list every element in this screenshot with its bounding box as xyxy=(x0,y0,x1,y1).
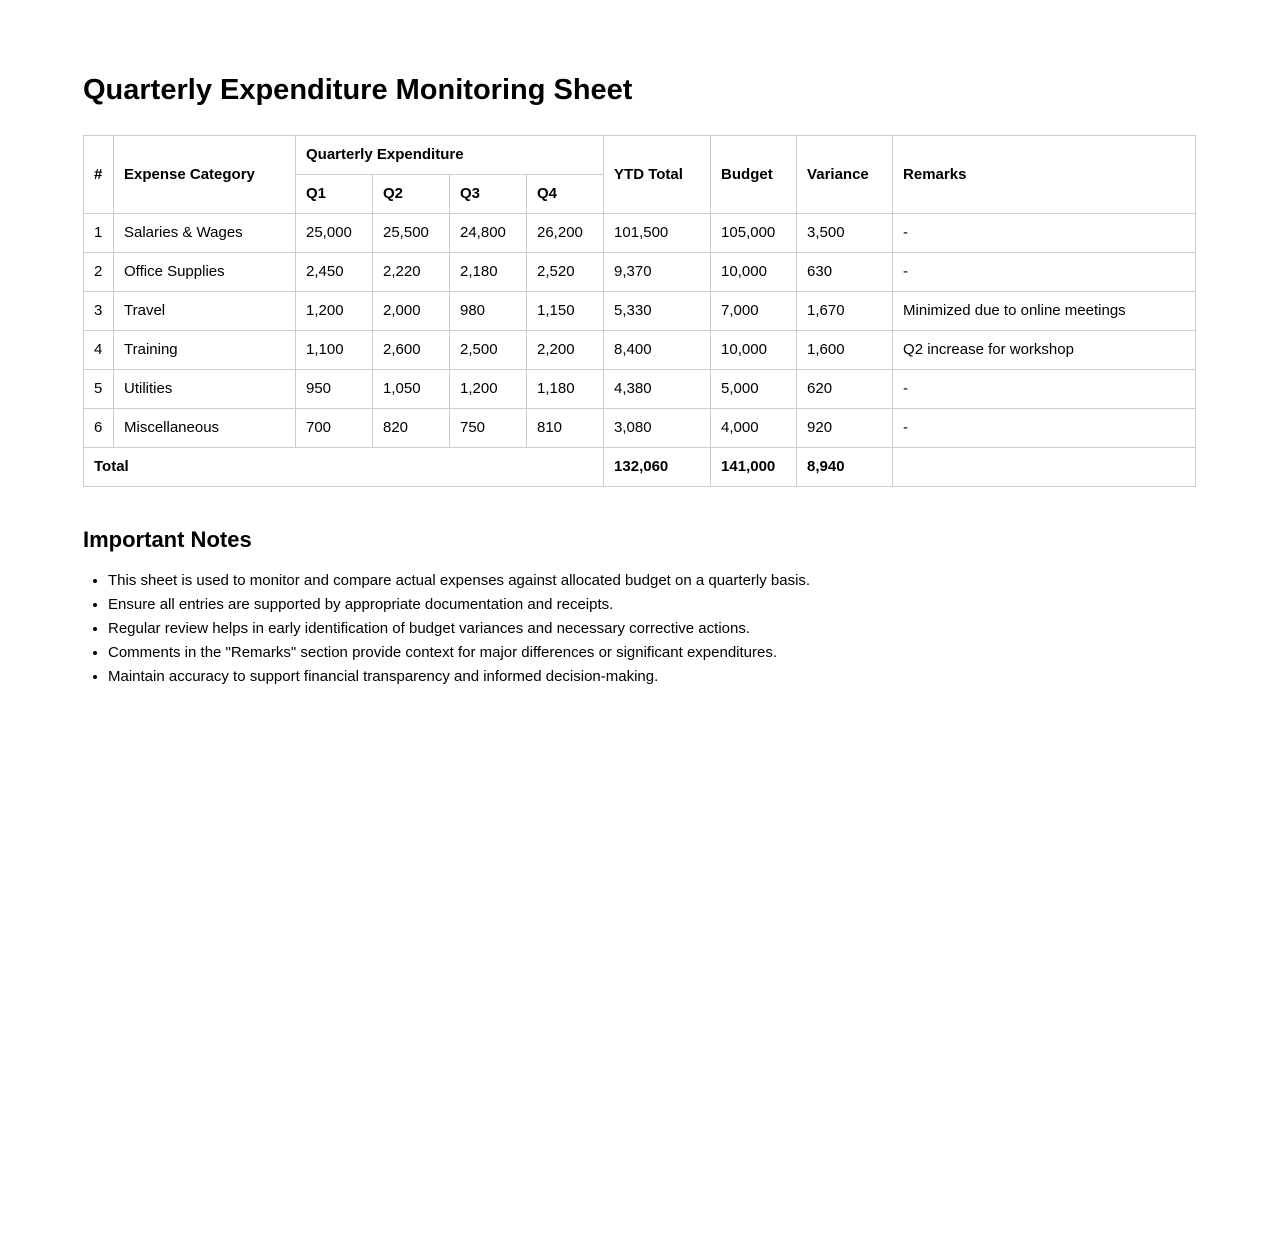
cell-q2: 2,600 xyxy=(373,331,450,370)
cell-budget: 10,000 xyxy=(711,331,797,370)
table-row xyxy=(84,253,1196,292)
total-variance-value: 8,940 xyxy=(797,448,893,487)
table-header xyxy=(84,136,1196,214)
cell-category: Training xyxy=(114,331,296,370)
note-item: • Maintain accuracy to support financial transparency and informed decision-making. xyxy=(108,665,1195,689)
table-header-row-1 xyxy=(84,136,1196,175)
document-page xyxy=(83,0,1195,769)
total-label: Total xyxy=(84,448,604,487)
cell-ytd: 8,400 xyxy=(604,331,711,370)
header-remarks: Remarks xyxy=(893,136,1196,214)
cell-num: 4 xyxy=(84,331,114,370)
header-num: # xyxy=(84,136,114,214)
page-title: Quarterly Expenditure Monitoring Sheet xyxy=(83,74,633,106)
note-item: • This sheet is used to monitor and compare actual expenses against allocated budget on a quarterly basis. xyxy=(108,569,1195,593)
cell-budget: 105,000 xyxy=(711,214,797,253)
cell-q1: 1,100 xyxy=(296,331,373,370)
header-ytd-total: YTD Total xyxy=(604,136,711,214)
cell-category: Salaries & Wages xyxy=(114,214,296,253)
header-quarterly-expenditure-group: Quarterly Expenditure xyxy=(296,136,604,175)
expenditure-table xyxy=(83,135,1196,487)
table-row xyxy=(84,409,1196,448)
cell-budget: 7,000 xyxy=(711,292,797,331)
cell-q4: 26,200 xyxy=(527,214,604,253)
cell-category: Utilities xyxy=(114,370,296,409)
header-q4: Q4 xyxy=(527,175,604,214)
header-expense-category: Expense Category xyxy=(114,136,296,214)
cell-ytd: 9,370 xyxy=(604,253,711,292)
cell-q3: 980 xyxy=(450,292,527,331)
cell-q2: 1,050 xyxy=(373,370,450,409)
cell-q2: 2,220 xyxy=(373,253,450,292)
table-footer xyxy=(84,448,1196,487)
cell-q2: 2,000 xyxy=(373,292,450,331)
table-row xyxy=(84,370,1196,409)
cell-budget: 10,000 xyxy=(711,253,797,292)
cell-q1: 1,200 xyxy=(296,292,373,331)
cell-budget: 4,000 xyxy=(711,409,797,448)
table-row xyxy=(84,331,1196,370)
cell-num: 5 xyxy=(84,370,114,409)
cell-q1: 25,000 xyxy=(296,214,373,253)
cell-ytd: 101,500 xyxy=(604,214,711,253)
cell-remarks: - xyxy=(893,214,1196,253)
cell-num: 1 xyxy=(84,214,114,253)
header-q3: Q3 xyxy=(450,175,527,214)
cell-variance: 620 xyxy=(797,370,893,409)
cell-variance: 1,600 xyxy=(797,331,893,370)
cell-q1: 950 xyxy=(296,370,373,409)
table-row xyxy=(84,292,1196,331)
note-item: • Regular review helps in early identification of budget variances and necessary corrective actions. xyxy=(108,617,1195,641)
header-variance: Variance xyxy=(797,136,893,214)
cell-remarks: - xyxy=(893,409,1196,448)
cell-num: 3 xyxy=(84,292,114,331)
cell-q4: 2,200 xyxy=(527,331,604,370)
notes-heading: Important Notes xyxy=(83,527,252,553)
cell-variance: 920 xyxy=(797,409,893,448)
note-item: • Comments in the "Remarks" section provide context for major differences or significant expenditures. xyxy=(108,641,1195,665)
note-item: • Ensure all entries are supported by appropriate documentation and receipts. xyxy=(108,593,1195,617)
cell-q4: 2,520 xyxy=(527,253,604,292)
header-budget: Budget xyxy=(711,136,797,214)
cell-q3: 2,500 xyxy=(450,331,527,370)
cell-num: 2 xyxy=(84,253,114,292)
cell-ytd: 3,080 xyxy=(604,409,711,448)
cell-remarks: Minimized due to online meetings xyxy=(893,292,1196,331)
table-row xyxy=(84,214,1196,253)
cell-num: 6 xyxy=(84,409,114,448)
cell-remarks: - xyxy=(893,370,1196,409)
notes-list xyxy=(83,569,1195,689)
cell-category: Travel xyxy=(114,292,296,331)
cell-q4: 810 xyxy=(527,409,604,448)
total-ytd-value: 132,060 xyxy=(604,448,711,487)
cell-remarks: Q2 increase for workshop xyxy=(893,331,1196,370)
total-row xyxy=(84,448,1196,487)
header-q1: Q1 xyxy=(296,175,373,214)
total-remarks-cell xyxy=(893,448,1196,487)
cell-remarks: - xyxy=(893,253,1196,292)
cell-variance: 630 xyxy=(797,253,893,292)
cell-q3: 1,200 xyxy=(450,370,527,409)
cell-category: Miscellaneous xyxy=(114,409,296,448)
cell-q2: 820 xyxy=(373,409,450,448)
cell-q1: 2,450 xyxy=(296,253,373,292)
cell-ytd: 5,330 xyxy=(604,292,711,331)
header-q2: Q2 xyxy=(373,175,450,214)
cell-category: Office Supplies xyxy=(114,253,296,292)
cell-q1: 700 xyxy=(296,409,373,448)
table-body xyxy=(84,214,1196,448)
total-budget-value: 141,000 xyxy=(711,448,797,487)
cell-ytd: 4,380 xyxy=(604,370,711,409)
cell-q3: 2,180 xyxy=(450,253,527,292)
cell-q3: 750 xyxy=(450,409,527,448)
cell-q2: 25,500 xyxy=(373,214,450,253)
cell-q4: 1,180 xyxy=(527,370,604,409)
cell-budget: 5,000 xyxy=(711,370,797,409)
cell-variance: 1,670 xyxy=(797,292,893,331)
cell-q4: 1,150 xyxy=(527,292,604,331)
cell-variance: 3,500 xyxy=(797,214,893,253)
cell-q3: 24,800 xyxy=(450,214,527,253)
